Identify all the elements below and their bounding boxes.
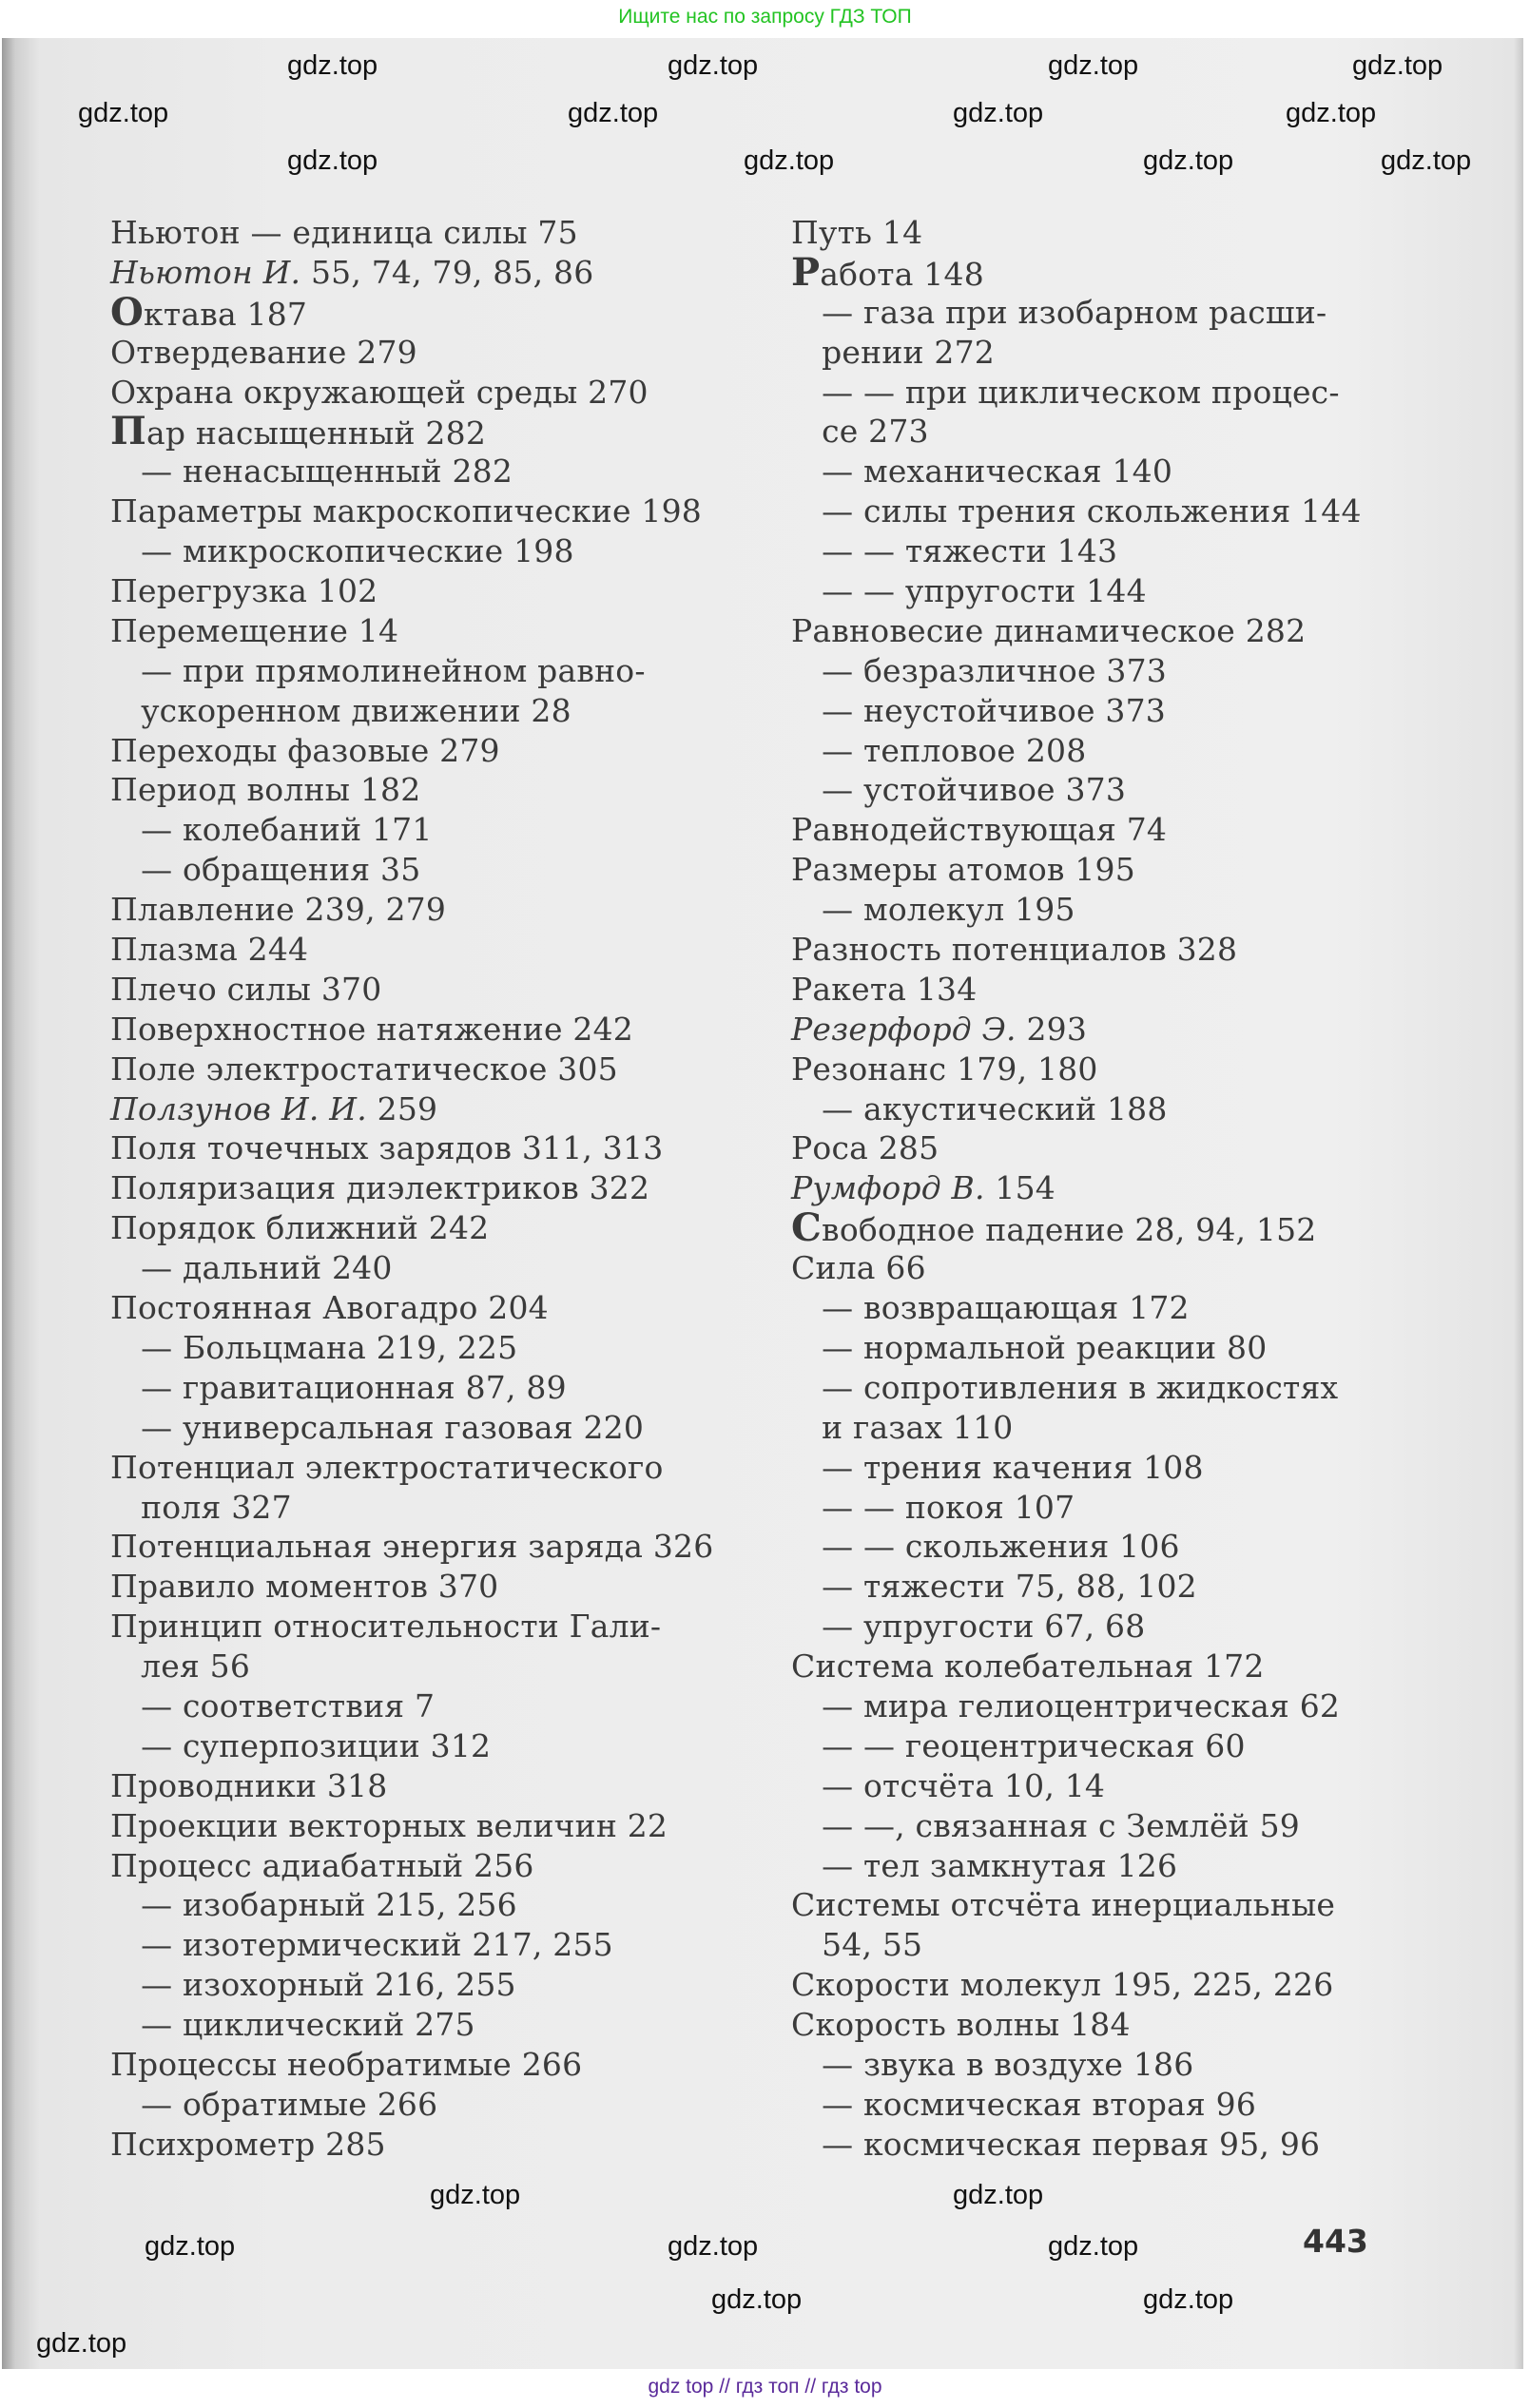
index-entry-text: Плазма 244	[110, 931, 309, 969]
index-entry	[791, 1885, 1362, 1925]
index-entry	[791, 293, 1362, 333]
watermark: gdz.top	[668, 2231, 759, 2262]
index-entry	[791, 412, 1362, 452]
index-entry	[791, 1607, 1362, 1647]
index-entry	[791, 611, 1362, 651]
index-entry-text: ускоренном движении 28	[110, 691, 571, 729]
index-entry-text: — космическая вторая 96	[791, 2085, 1257, 2123]
index-entry-text: — суперпозиции 312	[110, 1726, 492, 1764]
initial-letter: П	[110, 409, 146, 454]
index-entry-text: поля 327	[110, 1488, 292, 1526]
watermark: gdz.top	[1352, 50, 1443, 81]
index-column-left	[110, 213, 713, 2165]
index-entry	[110, 1328, 713, 1368]
index-entry-text: Роса 285	[791, 1129, 939, 1167]
index-entry	[110, 890, 713, 930]
index-entry	[791, 531, 1362, 571]
index-entry-text: — тел замкнутая 126	[791, 1846, 1178, 1884]
index-entry	[791, 1408, 1362, 1448]
index-entry	[791, 1010, 1362, 1050]
index-entry	[110, 1368, 713, 1408]
index-entry	[791, 373, 1362, 413]
index-entry	[110, 1248, 713, 1288]
index-entry-text: — циклический 275	[110, 2006, 475, 2044]
page-number: 443	[1303, 2223, 1368, 2260]
index-entry	[110, 1128, 713, 1168]
index-entry-text: — — геоцентрическая 60	[791, 1726, 1246, 1764]
index-entry	[791, 930, 1362, 970]
index-entry	[110, 810, 713, 850]
index-entry	[110, 930, 713, 970]
index-entry	[110, 571, 713, 611]
index-entry	[791, 691, 1362, 731]
index-entry	[110, 1527, 713, 1567]
index-entry	[791, 1168, 1362, 1208]
index-entry-text: Скорости молекул 195, 225, 226	[791, 1966, 1334, 2004]
index-entry	[110, 1168, 713, 1208]
index-entry	[110, 2125, 713, 2165]
index-entry	[110, 289, 713, 335]
index-entry-text: — — тяжести 143	[791, 532, 1118, 570]
index-entry-text: — возвращающая 172	[791, 1289, 1190, 1327]
index-entry	[791, 1647, 1362, 1686]
index-entry-text: — мира гелиоцентрическая 62	[791, 1686, 1341, 1724]
index-entry-text: Путь 14	[791, 214, 923, 251]
index-entry	[110, 531, 713, 571]
index-entry	[110, 731, 713, 771]
index-entry-name: Резерфорд Э.	[791, 1010, 1017, 1048]
index-entry	[110, 1288, 713, 1328]
index-entry-text: — соответствия 7	[110, 1686, 436, 1724]
watermark: gdz.top	[1143, 145, 1234, 176]
watermark: gdz.top	[287, 50, 378, 81]
index-entry	[110, 213, 713, 253]
index-entry-text: Плавление 239, 279	[110, 891, 447, 929]
index-entry	[110, 1050, 713, 1089]
index-entry	[791, 1128, 1362, 1168]
index-entry-text: Перегрузка 102	[110, 572, 378, 610]
index-entry-text: — универсальная газовая 220	[110, 1408, 645, 1446]
index-entry-text: Проекции векторных величин 22	[110, 1806, 668, 1844]
index-entry-text: — изотермический 217, 255	[110, 1926, 613, 1964]
index-entry-text: 293	[1016, 1010, 1088, 1048]
index-entry	[791, 1686, 1362, 1726]
index-entry	[110, 1686, 713, 1726]
index-entry	[791, 850, 1362, 890]
watermark: gdz.top	[1143, 2284, 1234, 2315]
index-entry	[110, 1726, 713, 1766]
index-entry-text: Охрана окружающей среды 270	[110, 373, 649, 411]
bottom-banner[interactable]: gdz top // гдз топ // гдз top	[648, 2376, 882, 2398]
index-entry	[791, 1766, 1362, 1806]
index-entry-text: — молекул 195	[791, 891, 1075, 929]
index-entry-text: — изохорный 216, 255	[110, 1966, 516, 2004]
index-entry-text: Период волны 182	[110, 771, 421, 809]
index-entry	[110, 452, 713, 491]
index-entry	[791, 213, 1362, 253]
index-entry	[791, 571, 1362, 611]
index-entry-text: и газах 110	[791, 1408, 1014, 1446]
index-entry	[791, 249, 1362, 295]
index-entry	[110, 1089, 713, 1129]
index-entry	[791, 2005, 1362, 2045]
index-entry-text: — обращения 35	[110, 851, 421, 889]
index-entry-text: Размеры атомов 195	[791, 851, 1135, 889]
index-entry-text: се 273	[791, 413, 929, 451]
index-entry	[110, 611, 713, 651]
index-entry	[791, 1726, 1362, 1766]
watermark: gdz.top	[568, 98, 659, 128]
index-entry	[791, 1806, 1362, 1846]
watermark: gdz.top	[78, 98, 169, 128]
index-entry-text: — гравитационная 87, 89	[110, 1368, 567, 1406]
index-entry-text: — упругости 67, 68	[791, 1608, 1146, 1646]
index-entry	[791, 970, 1362, 1010]
index-entry	[110, 970, 713, 1010]
index-entry	[791, 1248, 1362, 1288]
index-entry	[110, 1408, 713, 1448]
watermark: gdz.top	[1286, 98, 1377, 128]
index-entry	[791, 452, 1362, 491]
index-entry	[110, 1448, 713, 1488]
index-entry	[791, 731, 1362, 771]
index-entry	[110, 1925, 713, 1965]
index-entry-text: — — покоя 107	[791, 1488, 1075, 1526]
watermark: gdz.top	[953, 2180, 1044, 2210]
index-entry	[110, 253, 713, 293]
index-entry-text: Параметры макроскопические 198	[110, 492, 702, 530]
index-entry	[110, 1766, 713, 1806]
index-entry-text: — — упругости 144	[791, 572, 1147, 610]
index-entry-text: — изобарный 215, 256	[110, 1886, 517, 1924]
initial-letter: О	[110, 289, 145, 335]
index-entry-text: Процесс адиабатный 256	[110, 1846, 534, 1884]
index-entry	[110, 2005, 713, 2045]
index-entry	[110, 850, 713, 890]
watermark: gdz.top	[1048, 2231, 1139, 2262]
index-entry	[791, 1965, 1362, 2005]
index-entry	[791, 1050, 1362, 1089]
index-entry-text: Переходы фазовые 279	[110, 731, 500, 769]
watermark: gdz.top	[287, 145, 378, 176]
index-entry-text: Равнодействующая 74	[791, 811, 1168, 849]
index-entry-text: Постоянная Авогадро 204	[110, 1289, 549, 1327]
index-entry-name: Румфорд В.	[791, 1169, 985, 1207]
index-entry-text: — сопротивления в жидкостях	[791, 1368, 1339, 1406]
index-entry	[791, 491, 1362, 531]
watermark: gdz.top	[1048, 50, 1139, 81]
index-entry-text: — неустойчивое 373	[791, 691, 1166, 729]
index-entry-text: — ненасыщенный 282	[110, 453, 513, 491]
index-entry-text: — нормальной реакции 80	[791, 1328, 1268, 1366]
index-entry	[110, 1846, 713, 1886]
index-entry-text: 259	[366, 1089, 438, 1127]
index-entry-text: Равновесие динамическое 282	[791, 611, 1307, 649]
watermark: gdz.top	[1381, 145, 1472, 176]
index-entry-text: Системы отсчёта инерциальные	[791, 1886, 1336, 1924]
index-entry	[791, 2085, 1362, 2125]
index-entry-text: Поляризация диэлектриков 322	[110, 1169, 650, 1207]
initial-letter: Р	[791, 249, 821, 295]
index-entry	[110, 1647, 713, 1686]
index-entry	[110, 1488, 713, 1528]
index-entry	[110, 373, 713, 413]
index-entry-text: — трения качения 108	[791, 1448, 1204, 1486]
index-entry-text: — — скольжения 106	[791, 1528, 1180, 1566]
index-entry-text: Поле электростатическое 305	[110, 1050, 618, 1088]
index-entry-text: Перемещение 14	[110, 611, 399, 649]
index-entry-text: — тяжести 75, 88, 102	[791, 1568, 1197, 1606]
index-entry-text: — тепловое 208	[791, 731, 1087, 769]
index-entry-name: Ньютон И.	[110, 253, 301, 291]
index-entry	[791, 810, 1362, 850]
index-entry-text: Система колебательная 172	[791, 1647, 1265, 1686]
watermark: gdz.top	[711, 2284, 803, 2315]
index-entry	[110, 651, 713, 691]
index-entry	[110, 1885, 713, 1925]
index-entry-text: Правило моментов 370	[110, 1568, 499, 1606]
index-entry	[110, 2045, 713, 2085]
index-entry	[791, 1488, 1362, 1528]
watermark: gdz.top	[953, 98, 1044, 128]
book-page	[2, 38, 1523, 2369]
index-entry	[110, 691, 713, 731]
index-entry-text: Свободное падение 28, 94, 152	[791, 1205, 1317, 1251]
index-entry	[110, 333, 713, 373]
index-entry-text: Процессы необратимые 266	[110, 2045, 583, 2083]
index-entry-text: — обратимые 266	[110, 2085, 438, 2123]
index-entry-text: Скорость волны 184	[791, 2006, 1131, 2044]
index-entry-text: Поля точечных зарядов 311, 313	[110, 1129, 664, 1167]
index-entry	[791, 1567, 1362, 1607]
index-entry-text: Потенциальная энергия заряда 326	[110, 1528, 714, 1566]
watermark: gdz.top	[145, 2231, 236, 2262]
index-entry-text: — силы трения скольжения 144	[791, 492, 1362, 530]
index-entry	[791, 333, 1362, 373]
index-entry	[110, 1208, 713, 1248]
index-entry	[791, 1328, 1362, 1368]
index-entry	[791, 1846, 1362, 1886]
index-entry-text: — дальний 240	[110, 1249, 393, 1287]
index-entry-text: Психрометр 285	[110, 2125, 386, 2163]
index-entry-text: — звука в воздухе 186	[791, 2045, 1194, 2083]
watermark: gdz.top	[430, 2180, 521, 2210]
index-entry-text: — акустический 188	[791, 1089, 1168, 1127]
index-entry-text: — Больцмана 219, 225	[110, 1328, 518, 1366]
initial-letter: С	[791, 1205, 823, 1251]
index-entry	[791, 1448, 1362, 1488]
index-entry-text: 55, 74, 79, 85, 86	[300, 253, 594, 291]
index-entry	[791, 890, 1362, 930]
index-entry-text: Разность потенциалов 328	[791, 931, 1238, 969]
index-entry-text: — микроскопические 198	[110, 532, 574, 570]
watermark: gdz.top	[36, 2328, 127, 2359]
index-entry-text: — безразличное 373	[791, 651, 1167, 689]
index-entry-text: Работа 148	[791, 249, 984, 295]
index-entry-text: 54, 55	[791, 1926, 923, 1964]
index-entry-text: Ньютон — единица силы 75	[110, 214, 578, 251]
index-entry-text: Резонанс 179, 180	[791, 1050, 1098, 1088]
watermark: gdz.top	[668, 50, 759, 81]
index-entry	[110, 409, 713, 454]
index-entry	[110, 1010, 713, 1050]
index-entry-text: Проводники 318	[110, 1766, 388, 1804]
index-entry	[110, 491, 713, 531]
index-entry	[791, 1925, 1362, 1965]
index-entry	[791, 1527, 1362, 1567]
index-entry	[110, 1806, 713, 1846]
index-entry-text: — —, связанная с Землёй 59	[791, 1806, 1300, 1844]
index-entry-text: Потенциал электростатического	[110, 1448, 664, 1486]
index-entry-text: лея 56	[110, 1647, 251, 1686]
index-entry-text: — — при циклическом процес-	[791, 373, 1340, 411]
index-entry-text: Поверхностное натяжение 242	[110, 1010, 633, 1048]
index-entry	[791, 2045, 1362, 2085]
index-entry-text: Ракета 134	[791, 970, 978, 1008]
index-entry	[791, 1205, 1362, 1251]
index-entry-text: Отвердевание 279	[110, 333, 417, 371]
index-entry-text: Октава 187	[110, 289, 308, 335]
index-entry-text: — отсчёта 10, 14	[791, 1766, 1106, 1804]
index-entry-text: Порядок ближний 242	[110, 1209, 490, 1247]
index-entry-text: Пар насыщенный 282	[110, 409, 487, 454]
index-entry-text: — космическая первая 95, 96	[791, 2125, 1321, 2163]
index-entry-text: — газа при изобарном расши-	[791, 293, 1327, 331]
index-entry-text: — колебаний 171	[110, 811, 433, 849]
index-entry-text: Принцип относительности Гали-	[110, 1608, 662, 1646]
index-entry-text: — при прямолинейном равно-	[110, 651, 646, 689]
index-entry-text: — механическая 140	[791, 453, 1173, 491]
index-entry-text: Сила 66	[791, 1249, 926, 1287]
index-entry-text: — устойчивое 373	[791, 771, 1127, 809]
index-entry	[110, 1965, 713, 2005]
index-entry	[791, 1089, 1362, 1129]
index-entry-text: Плечо силы 370	[110, 970, 382, 1008]
index-entry	[791, 651, 1362, 691]
watermark: gdz.top	[744, 145, 835, 176]
index-entry	[110, 1567, 713, 1607]
index-entry-name: Ползунов И. И.	[110, 1089, 367, 1127]
index-entry-text: рении 272	[791, 333, 995, 371]
index-entry	[791, 2125, 1362, 2165]
index-column-right	[791, 213, 1362, 2165]
index-entry-text: 154	[984, 1169, 1056, 1207]
index-entry	[110, 1607, 713, 1647]
index-entry	[791, 1368, 1362, 1408]
index-entry	[791, 770, 1362, 810]
index-entry	[791, 1288, 1362, 1328]
index-entry	[110, 770, 713, 810]
top-banner[interactable]: Ищите нас по запросу ГДЗ ТОП	[618, 6, 912, 28]
index-entry	[110, 2085, 713, 2125]
